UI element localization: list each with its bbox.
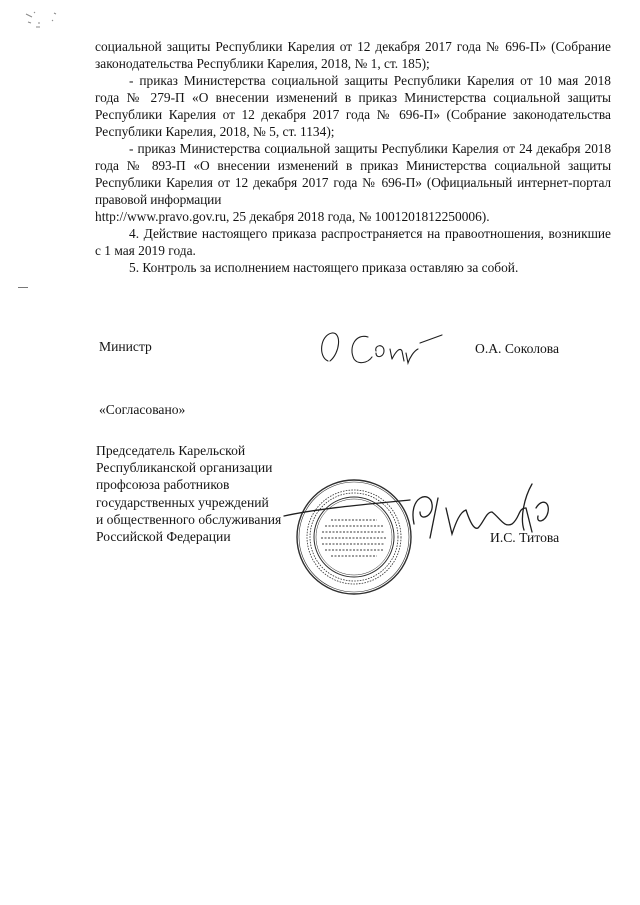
scan-margin-dash xyxy=(18,287,28,288)
org-line: Председатель Карельской xyxy=(96,443,246,458)
paragraph-order-279: - приказ Министерства социальной защиты Республики Карелия от 10 мая 2018 года № 279-П «О внесении изменений в приказ Министерства социальной защиты Республики Карелия от 12 декабря 2017 года № 696-П» (Собрание законодательства Республики Карелия, 2018, № 5, ст. 1134); xyxy=(95,73,611,139)
org-line: Республиканской организации xyxy=(96,460,273,476)
minister-title: Министр xyxy=(99,339,152,354)
paragraph-url-line: http://www.pravo.gov.ru, 25 декабря 2018 года, № 1001201812250006). xyxy=(95,209,490,224)
minister-name: О.А. Соколова xyxy=(475,341,560,356)
paragraph-item-4: 4. Действие настоящего приказа распространяется на правоотношения, возникшие с 1 мая 2019 года. xyxy=(95,226,611,258)
org-line: и общественного обслуживания xyxy=(96,511,282,527)
chairman-name: И.С. Титова xyxy=(490,530,560,545)
approval-label: «Согласовано» xyxy=(99,402,186,417)
scan-artifact-marks xyxy=(24,10,74,30)
minister-signature xyxy=(316,323,444,369)
org-line: Российской Федерации xyxy=(96,529,231,545)
org-line: государственных учреждений xyxy=(96,494,269,510)
document-body xyxy=(95,38,611,276)
paragraph-item-5: 5. Контроль за исполнением настоящего приказа оставляю за собой. xyxy=(129,260,519,275)
paragraph-continuation: социальной защиты Республики Карелия от 12 декабря 2017 года № 696-П» (Собрание законодательства Республики Карелия, 2018, № 1, ст. 185); xyxy=(95,39,611,71)
org-line: профсоюза работников xyxy=(96,477,230,493)
paragraph-order-893: - приказ Министерства социальной защиты Республики Карелия от 24 декабря 2018 года № 893-П «О внесении изменений в приказ Министерства социальной защиты Республики Карелия от 12 декабря 2017 года № 696-П» (Официальный интернет-портал правовой информации xyxy=(95,141,611,207)
